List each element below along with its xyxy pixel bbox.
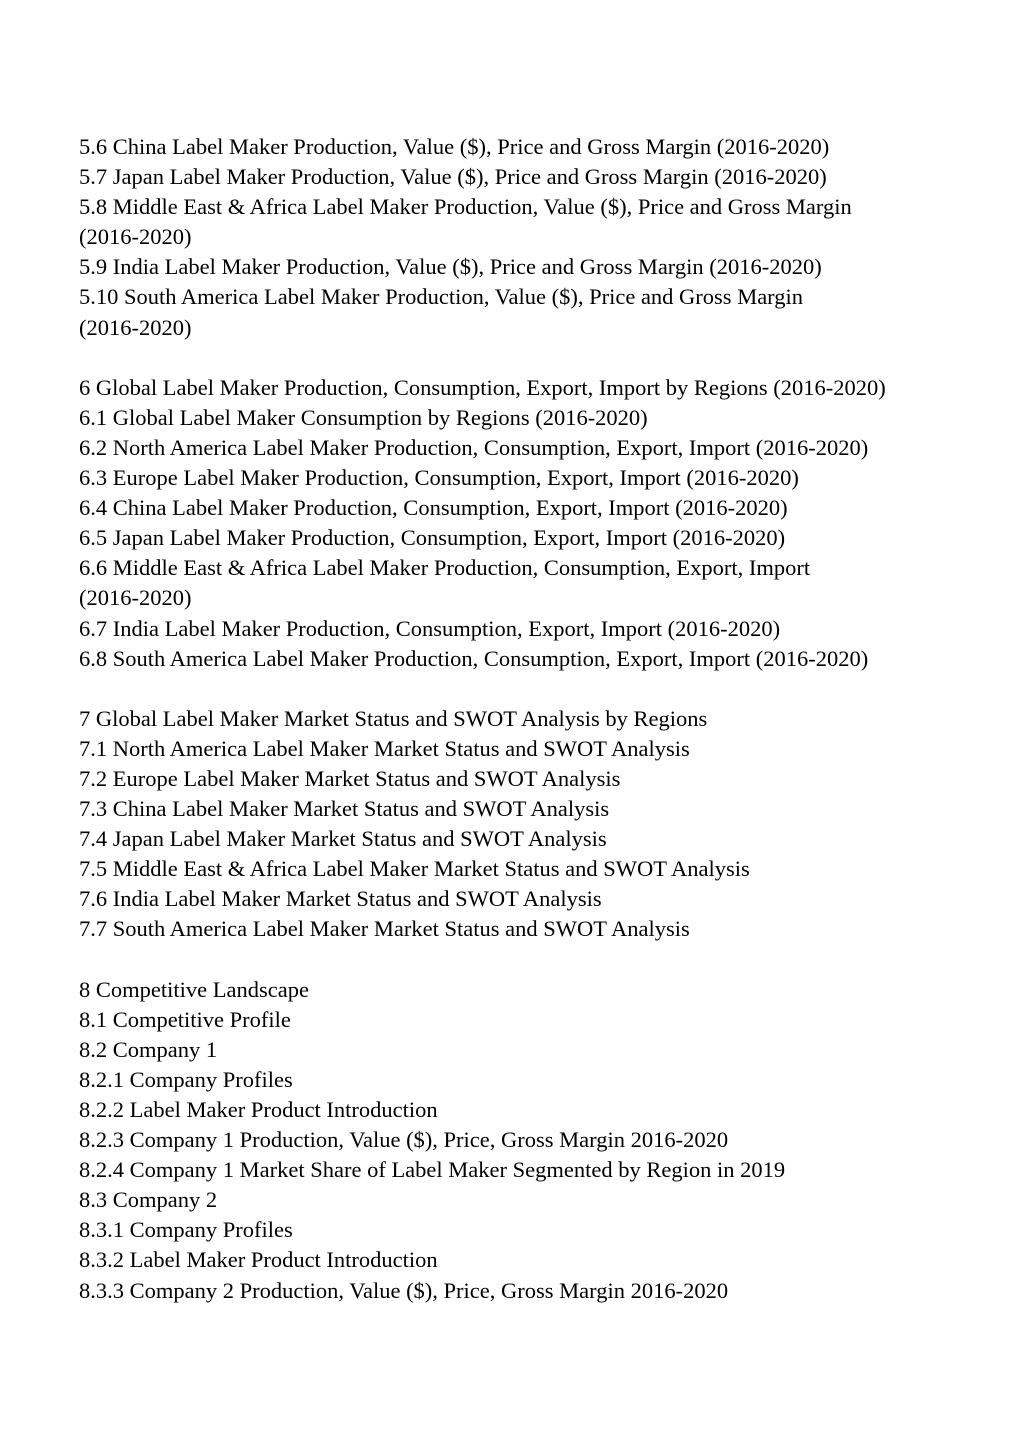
- toc-line: 8.2.2 Label Maker Product Introduction: [79, 1097, 438, 1122]
- toc-line: [79, 945, 959, 975]
- toc-line: 6.2 North America Label Maker Production, Consumption, Export, Import (2016-2020): [79, 434, 869, 460]
- toc-line: 7.7 South America Label Maker Market Status and SWOT Analysis: [79, 916, 690, 942]
- toc-line: 5.7 Japan Label Maker Production, Value ($), Price and Gross Margin (2016-2020): [79, 164, 827, 190]
- toc-line: 8.3.2 Label Maker Product Introduction: [79, 1247, 438, 1273]
- toc-line: 7.1 North America Label Maker Market Status and SWOT Analysis: [79, 735, 690, 761]
- toc-line: 8.3 Company 2: [79, 1187, 218, 1213]
- toc-line: 8.3.1 Company Profiles: [79, 1217, 293, 1243]
- toc-line: 6.8 South America Label Maker Production, Consumption, Export, Import (2016-2020): [79, 645, 869, 671]
- toc-line: 8.2.3 Company 1 Production, Value ($), Price, Gross Margin 2016-2020: [79, 1127, 729, 1153]
- toc-line: 7.4 Japan Label Maker Market Status and SWOT Analysis: [79, 826, 607, 852]
- toc-line: 5.9 India Label Maker Production, Value ($), Price and Gross Margin (2016-2020): [79, 254, 822, 280]
- toc-line: (2016-2020): [79, 224, 192, 250]
- table-of-contents: [79, 132, 959, 1306]
- toc-line: 5.10 South America Label Maker Production, Value ($), Price and Gross Margin: [79, 284, 804, 310]
- toc-line: 8.1 Competitive Profile: [79, 1006, 291, 1032]
- toc-line: 7.5 Middle East & Africa Label Maker Market Status and SWOT Analysis: [79, 856, 750, 882]
- toc-line: 6.7 India Label Maker Production, Consumption, Export, Import (2016-2020): [79, 615, 781, 641]
- toc-line: 5.6 China Label Maker Production, Value ($), Price and Gross Margin (2016-2020): [79, 134, 830, 159]
- toc-line: 7.6 India Label Maker Market Status and SWOT Analysis: [79, 886, 602, 912]
- toc-line: [79, 343, 959, 373]
- toc-line: 6.6 Middle East & Africa Label Maker Production, Consumption, Export, Import: [79, 555, 811, 581]
- toc-line: 6.3 Europe Label Maker Production, Consumption, Export, Import (2016-2020): [79, 465, 799, 491]
- toc-line: 7 Global Label Maker Market Status and SWOT Analysis by Regions: [79, 705, 708, 731]
- toc-line: 6 Global Label Maker Production, Consumption, Export, Import by Regions (2016-2020): [79, 374, 886, 400]
- toc-line: [79, 674, 959, 704]
- toc-line: 8 Competitive Landscape: [79, 976, 309, 1002]
- toc-line: 8.2 Company 1: [79, 1036, 218, 1062]
- toc-line: 8.3.3 Company 2 Production, Value ($), Price, Gross Margin 2016-2020: [79, 1277, 729, 1303]
- toc-line: 6.4 China Label Maker Production, Consumption, Export, Import (2016-2020): [79, 495, 788, 521]
- toc-line: 8.2.4 Company 1 Market Share of Label Maker Segmented by Region in 2019: [79, 1157, 786, 1183]
- toc-line: 7.2 Europe Label Maker Market Status and SWOT Analysis: [79, 765, 621, 791]
- toc-line: (2016-2020): [79, 314, 192, 340]
- toc-line: 7.3 China Label Maker Market Status and SWOT Analysis: [79, 796, 610, 822]
- toc-line: 6.5 Japan Label Maker Production, Consumption, Export, Import (2016-2020): [79, 525, 786, 551]
- toc-line: 5.8 Middle East & Africa Label Maker Production, Value ($), Price and Gross Margin: [79, 194, 852, 220]
- toc-line: (2016-2020): [79, 585, 192, 611]
- toc-line: 8.2.1 Company Profiles: [79, 1066, 293, 1092]
- toc-line: 6.1 Global Label Maker Consumption by Regions (2016-2020): [79, 404, 648, 430]
